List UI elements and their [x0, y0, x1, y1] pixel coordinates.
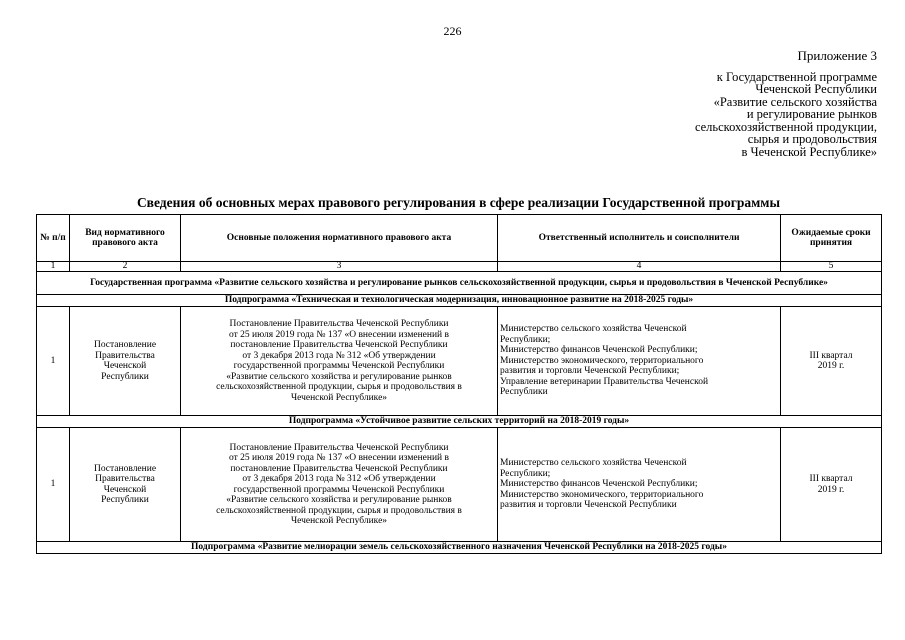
table-row — [37, 428, 882, 542]
subprogram-title: Подпрограмма «Развитие мелиорации земель сельскохозяйственного назначения Чеченской Республики на 2018-2025 годы» — [37, 542, 882, 554]
header-terms: Ожидаемые сроки принятия — [781, 215, 882, 262]
row-number: 1 — [37, 428, 70, 542]
column-number: 2 — [70, 262, 181, 272]
row-provisions: Постановление Правительства Чеченской Республики от 25 июля 2019 года № 137 «О внесении изменений в постановление Правительства Чеченской Республики от 3 декабря 2013 года № 312 «Об утверждении государственной программы Чеченской Республики «Развитие сельского хозяйства и регулирование рынков сельскохозяйственной продукции, сырья и продовольствия в Чеченской Республике» — [181, 428, 498, 542]
row-executors: Министерство сельского хозяйства Чеченской Республики; Министерство финансов Чеченской Республики; Министерство экономического, территориального развития и торговли Чеченской Республики — [498, 428, 781, 542]
table-header-row — [37, 215, 882, 262]
appendix-line: к Государственной программе — [716, 69, 877, 84]
column-number: 1 — [37, 262, 70, 272]
header-provisions: Основные положения нормативного правового акта — [181, 215, 498, 262]
subprogram-row — [37, 542, 882, 554]
header-number: № п/п — [37, 215, 70, 262]
column-number-row — [37, 262, 882, 272]
appendix-block — [695, 50, 877, 158]
row-term: III квартал 2019 г. — [781, 307, 882, 416]
column-number: 4 — [498, 262, 781, 272]
subprogram-row — [37, 295, 882, 307]
page-number: 226 — [443, 24, 462, 38]
measures-table — [36, 214, 882, 554]
row-act-type: Постановление Правительства Чеченской Республики — [70, 307, 181, 416]
row-executors: Министерство сельского хозяйства Чеченской Республики; Министерство финансов Чеченской Республики; Министерство экономического, территориального развития и торговли Чеченской Республики; Управление ветеринарии Правительства Чеченской Республики — [498, 307, 781, 416]
row-provisions: Постановление Правительства Чеченской Республики от 25 июля 2019 года № 137 «О внесении изменений в постановление Правительства Чеченской Республики от 3 декабря 2013 года № 312 «Об утверждении государственной программы Чеченской Республики «Развитие сельского хозяйства и регулирование рынков сельскохозяйственной продукции, сырья и продовольствия в Чеченской Республике» — [181, 307, 498, 416]
appendix-head: Приложение 3 — [797, 48, 877, 63]
document-title: Сведения об основных мерах правового регулирования в сфере реализации Государственной программы — [136, 195, 781, 210]
appendix-line: сельскохозяйственной продукции, — [694, 119, 877, 134]
row-act-type: Постановление Правительства Чеченской Республики — [70, 428, 181, 542]
row-term: III квартал 2019 г. — [781, 428, 882, 542]
appendix-line: в Чеченской Республике» — [741, 144, 877, 159]
subprogram-row — [37, 416, 882, 428]
subprogram-title: Подпрограмма «Устойчивое развитие сельских территорий на 2018-2019 годы» — [37, 416, 882, 428]
appendix-line: Чеченской Республики — [755, 82, 877, 96]
header-executors: Ответственный исполнитель и соисполнители — [498, 215, 781, 262]
program-title: Государственная программа «Развитие сельского хозяйства и регулирование рынков сельскохозяйственной продукции, сырья и продовольствия в Чеченской Республике» — [37, 272, 882, 295]
appendix-line: и регулирование рынков — [746, 107, 877, 121]
column-number: 5 — [781, 262, 882, 272]
table-row — [37, 307, 882, 416]
appendix-line: сырья и продовольствия — [747, 132, 877, 146]
program-row — [37, 272, 882, 295]
subprogram-title: Подпрограмма «Техническая и технологическая модернизация, инновационное развитие на 2018-2025 годы» — [37, 295, 882, 307]
column-number: 3 — [181, 262, 498, 272]
row-number: 1 — [37, 307, 70, 416]
header-act-type: Вид нормативного правового акта — [70, 215, 181, 262]
appendix-line: «Развитие сельского хозяйства — [713, 94, 877, 109]
